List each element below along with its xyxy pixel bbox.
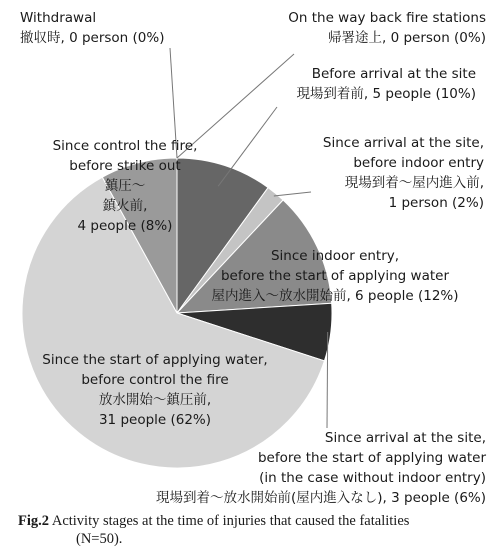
label-control-fire-l2: before strike out xyxy=(69,158,181,174)
label-no-indoor xyxy=(156,428,486,508)
label-control-fire xyxy=(20,136,230,236)
figure-number: Fig.2 xyxy=(18,513,50,529)
label-before-arrival-jp: 現場到着前, 5 people (10%) xyxy=(296,86,476,102)
label-control-fire-l3: 鎮圧～ xyxy=(104,178,146,194)
label-indoor-entry-l2: before the start of applying water xyxy=(220,268,449,284)
leader-line-4 xyxy=(274,192,311,196)
label-withdrawal-en: Withdrawal xyxy=(20,10,97,26)
label-withdrawal-jp: 撤収時, 0 person (0%) xyxy=(20,30,165,46)
label-no-indoor-l1: Since arrival at the site, xyxy=(324,430,486,446)
label-applying-water-l4: 31 people (62%) xyxy=(98,412,212,428)
label-no-indoor-l4: 現場到着～放水開始前(屋内進入なし), 3 people (6%) xyxy=(156,490,486,506)
label-applying-water xyxy=(30,350,280,430)
label-since-arrival-l4: 1 person (2%) xyxy=(388,195,484,211)
caption-line-1: Activity stages at the time of injuries that caused the fatalities xyxy=(51,513,410,529)
label-before-arrival-en: Before arrival at the site xyxy=(311,66,476,82)
label-applying-water-l3: 放水開始～鎮圧前, xyxy=(98,392,212,408)
label-no-indoor-l2: before the start of applying water xyxy=(257,450,486,466)
leader-line-6 xyxy=(327,332,328,428)
label-since-arrival xyxy=(323,133,484,213)
label-since-arrival-l2: before indoor entry xyxy=(353,155,484,171)
figure-caption xyxy=(18,512,492,548)
label-control-fire-l5: 4 people (8%) xyxy=(77,218,173,234)
label-way-back-en: On the way back fire stations xyxy=(288,10,486,26)
label-way-back-jp: 帰署途上, 0 person (0%) xyxy=(328,30,486,46)
label-no-indoor-l3: (in the case without indoor entry) xyxy=(259,470,486,486)
label-applying-water-l2: before control the fire xyxy=(81,372,229,388)
label-indoor-entry-l3: 屋内進入～放水開始前, 6 people (12%) xyxy=(211,288,459,304)
caption-line-2: (N=50). xyxy=(76,531,123,547)
label-since-arrival-l1: Since arrival at the site, xyxy=(322,135,484,151)
label-since-arrival-l3: 現場到着～屋内進入前, xyxy=(344,175,484,191)
label-indoor-entry-l1: Since indoor entry, xyxy=(270,248,400,264)
label-before-arrival xyxy=(296,64,476,104)
label-way-back xyxy=(288,8,486,48)
label-indoor-entry xyxy=(190,246,480,306)
label-withdrawal xyxy=(20,8,164,48)
label-control-fire-l1: Since control the fire, xyxy=(52,138,198,154)
label-control-fire-l4: 鎮火前, xyxy=(102,198,148,214)
label-applying-water-l1: Since the start of applying water, xyxy=(42,352,268,368)
